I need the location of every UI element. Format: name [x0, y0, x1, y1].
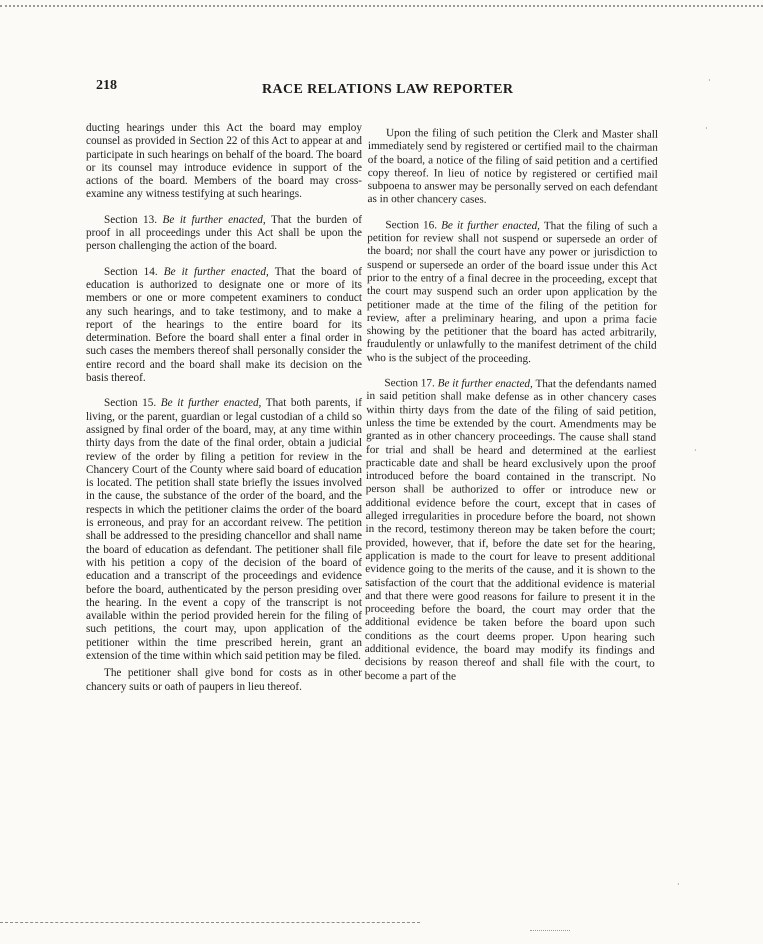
section-label: Section 17.: [384, 377, 435, 390]
enacted-clause: Be it further enacted,: [160, 397, 262, 410]
section-label: Section 15.: [104, 397, 157, 410]
scan-speck: ·: [677, 880, 680, 889]
filing-paragraph: Upon the filing of such petition the Clerk and Master shall immediately send by registered or certified mail to the chairman of the board, a notice of the filing of said petition and a certified copy thereof. In lieu of notice by registered or certified mail subpoena to answer may be personally served on each defendant as in other chancery cases.: [367, 127, 658, 207]
running-head: RACE RELATIONS LAW REPORTER: [262, 82, 514, 97]
section-text: That the burden of proof in all proceedings under this Act shall be upon the person challenging the action of the board.: [86, 213, 362, 253]
section-label: Section 16.: [385, 218, 438, 232]
section-16: [367, 219, 658, 367]
scan-speck: ·: [705, 124, 708, 133]
section-14: [86, 266, 362, 386]
section-13: [86, 214, 362, 254]
enacted-clause: Be it further enacted,: [441, 219, 541, 232]
bond-paragraph: The petitioner shall give bond for costs as in other chancery suits or oath of paupers in lieu thereof.: [86, 667, 362, 693]
left-column: [86, 122, 362, 694]
scan-smudge: [530, 930, 570, 931]
scan-edge-top: [0, 5, 763, 7]
enacted-clause: Be it further enacted,: [162, 213, 266, 226]
enacted-clause: Be it further enacted,: [163, 265, 269, 278]
right-column: [365, 127, 658, 685]
section-17: [365, 377, 657, 685]
scan-speck: ·: [708, 76, 711, 85]
section-text: That the board of education is authorized to designate one or more of its members or one or more competent examiners to conduct any such hearings, and to take testimony, and to make a report of the hearings to the entire board for its determination. Before the board shall enter a final order in such cases the members thereof shall personally consider the entire record and the board shall make its decision on the basis thereof.: [86, 265, 362, 385]
section-text: That the defendants named in said petition shall make defense as in other chancery cases within thirty days from the date of the filing of said petition, unless the time be extended by the court. Amendments may be granted as in other chancery proceedings. The cause shall stand for trial and shall be heard and determined at the earliest practicable date and shall be heard exclusively upon the proof introduced before the board contained in the transcript. No person shall be authorized to offer or introduce new or additional evidence before the court, except that in cases of alleged irregularities in procedure before the board, not shown in the record, testimony thereon may be taken before the court; provided, however, that if, before the date set for the hearing, application is made to the court for leave to present additional evidence going to the merits of the cause, and it is shown to the satisfaction of the court that the additional evidence is material and that there were good reasons for failure to present it in the proceeding before the board, the court may order that the additional evidence be taken before the board upon such conditions as the court deems proper. Upon hearing such additional evidence, the board may modify its findings and decisions by reason thereof and shall file with the court, to become a part of the: [364, 378, 657, 683]
section-text: That the filing of such a petition for review shall not suspend or supersede an order of the board; nor shall the court have any power or jurisdiction to suspend or supersede an order of the board issue under this Act prior to the entry of a final decree in the proceeding, except that the court may suspend such an order upon application by the petitioner made at the time of the filing of the petition for review, after a preliminary hearing, and upon a prima facie showing by the petitioner that the board has acted arbitrarily, fraudulently or unlawfully to the manifest detriment of the child who is the subject of the proceeding.: [366, 219, 658, 365]
page-number: 218: [96, 78, 117, 93]
section-text: That both parents, if living, or the parent, guardian or legal custodian of a child so assigned by final order of the board, may, at any time within thirty days from the date of the final order, obtain a judicial review of the order by filing a petition for review in the Chancery Court of the County where said board of education is located. The petition shall state briefly the issues involved in the cause, the substance of the order of the board, and the respects in which the petitioner claims the order of the board is erroneous, and pray for an accordant reivew. The petition shall be addressed to the presiding chancellor and shall name the board of education as defendant. The petitioner shall file with his petition a copy of the decision of the board of education and a transcript of the proceedings and evidence before the board, authenticated by the person presiding over the hearing. In the event a copy of the transcript is not available within the period provided herein for the filing of such petitions, the court may, upon application of the petitioner within the time prescribed herein, grant an extension of the time within which said petition may be filed.: [86, 397, 362, 662]
section-15: [86, 397, 362, 663]
paragraph-continued: ducting hearings under this Act the board may employ counsel as provided in Section 22 of this Act to appear at and participate in such hearings on behalf of the board. The board or its counsel may introduce evidence in support of the actions of the board. Members of the board may cross-examine any witness testifying at such hearings.: [86, 122, 362, 201]
enacted-clause: Be it further enacted,: [437, 377, 533, 391]
scan-speck: ·: [694, 446, 697, 455]
scan-edge-bottom: [0, 922, 420, 923]
section-label: Section 14.: [104, 265, 158, 278]
section-label: Section 13.: [104, 213, 158, 226]
